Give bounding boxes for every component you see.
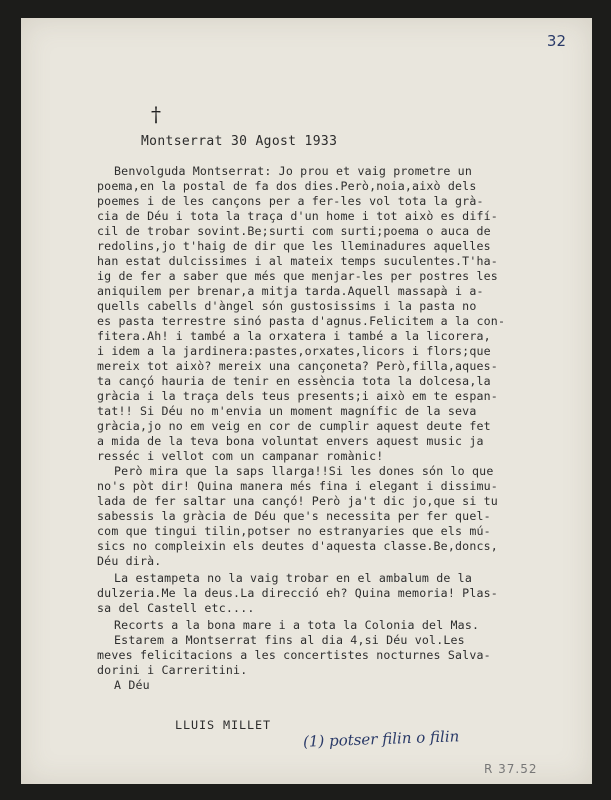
letter-line: ig de fer a saber que més que menjar-les per postres les — [97, 269, 498, 283]
letter-line: meves felicitacions a les concertistes nocturnes Salva- — [97, 648, 491, 662]
letter-line: poema,en la postal de fa dos dies.Però,noia,això dels — [97, 179, 477, 193]
letter-line: cil de trobar sovint.Be;surti com surti;poema o auca de — [97, 224, 491, 238]
letter-line: mereix tot això? mereix una cançoneta? Però,filla,aques- — [97, 359, 498, 373]
letter-line: Déu dirà. — [97, 554, 162, 568]
letter-line: tat!! Si Déu no m'envia un moment magnífic de la seva — [97, 404, 477, 418]
letter-line: i idem a la jardinera:pastes,orxates,licors i flors;que — [97, 344, 491, 358]
letter-line: quells cabells d'àngel són gustosissims i la pasta no — [97, 299, 477, 313]
letter-line: sabessis la gràcia de Déu que's necessita per fer quel- — [97, 509, 491, 523]
letter-line: resséc i vellot com un campanar romànic! — [97, 449, 384, 463]
letter-line: a mida de la teva bona voluntat envers aquest music ja — [97, 434, 484, 448]
letter-line: gràcia,jo no em veig en cor de cumplir aquest deute fet — [97, 419, 491, 433]
letter-line: sa del Castell etc.... — [97, 601, 255, 615]
letter-line: Però mira que la saps llarga!!Si les dones són lo que — [114, 464, 494, 478]
letter-line: dulzeria.Me la deus.La direcció eh? Quina memoria! Plas- — [97, 586, 498, 600]
page-number: 32 — [546, 32, 566, 50]
letter-line: han estat dulcissimes i al mateix temps suculentes.T'ha- — [97, 254, 498, 268]
letter-line: com que tingui tilin,potser no estranyaries que els mú- — [97, 524, 491, 538]
letter-line: A Déu — [114, 678, 150, 692]
letter-line: ta cançó hauria de tenir en essència tota la dolcesa,la — [97, 374, 491, 388]
letter-line: no's pòt dir! Quina manera més fina i elegant i dissimu- — [97, 479, 498, 493]
cross-symbol: † — [151, 102, 161, 126]
letter-line: Recorts a la bona mare i a tota la Colonia del Mas. — [114, 618, 480, 632]
letter-line: es pasta terrestre sinó pasta d'agnus.Felicitem a la con- — [97, 314, 506, 328]
letter-line: La estampeta no la vaig trobar en el ambalum de la — [114, 571, 473, 585]
letter-line: poemes i de les cançons per a fer-les vol tota la grà- — [97, 194, 484, 208]
letter-line: dorini i Carreritini. — [97, 663, 248, 677]
letter-line: redolins,jo t'haig de dir que les lleminadures aquelles — [97, 239, 491, 253]
archive-shelfmark: R 37.52 — [484, 762, 538, 776]
letter-line: aniquilem per brenar,a mitja tarda.Aquell massapà i a- — [97, 284, 484, 298]
letter-line: cia de Déu i tota la traça d'un home i tot això es difí- — [97, 209, 498, 223]
letter-sheet — [21, 18, 592, 784]
handwritten-note: (1) potser filin o filin — [302, 727, 460, 751]
letter-line: Benvolguda Montserrat: Jo prou et vaig prometre un — [114, 164, 473, 178]
letter-line: sics no compleixin els deutes d'aquesta classe.Be,doncs, — [97, 539, 498, 553]
letter-line: lada de fer saltar una cançó! Però ja't dic jo,que si tu — [97, 494, 498, 508]
signature: LLUIS MILLET — [175, 718, 272, 732]
letter-line: gràcia i la traça dels teus presents;i això em te espan- — [97, 389, 498, 403]
dateline: Montserrat 30 Agost 1933 — [141, 134, 338, 149]
letter-line: Estarem a Montserrat fins al dia 4,si Déu vol.Les — [114, 633, 465, 647]
letter-line: fitera.Ah! i també a la orxatera i també a la licorera, — [97, 329, 491, 343]
